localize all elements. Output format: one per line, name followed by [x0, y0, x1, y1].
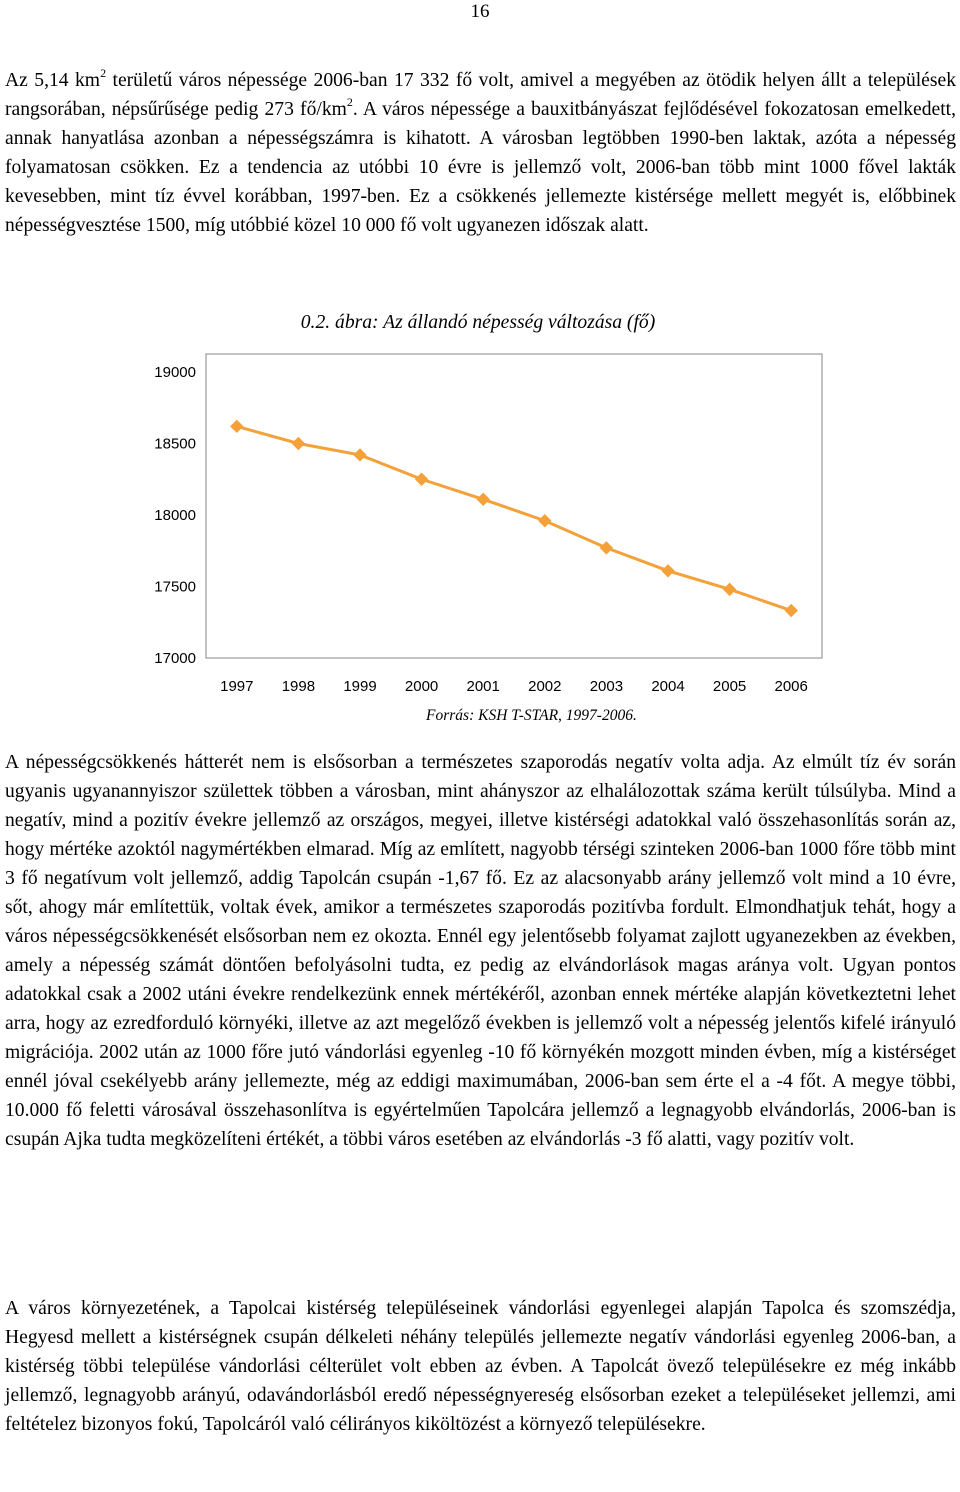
paragraph-natural-growth: A népességcsökkenés hátterét nem is elsősorban a természetes szaporodás negatív volta adja. Az elmúlt tíz év során ugyanis ugyanannyiszor születtek többen a városban, mint ahányszor az elhalálozottak száma került túlsúlyba. Mind a negatív, mind a pozitív évekre jellemző az országos, megyei, illetve kistérségi adatokkal való összehasonlítás során az, hogy mértéke azoktól nagymértékben elmarad. Míg az említett, nagyobb térségi szinteken 2006-ban 1000 főre több mint 3 fő negatívum volt jellemző, addig Tapolcán csupán -1,67 fő. Ez az alacsonyabb arány jellemző volt mind a 10 évre, sőt, ahogy már említettük, voltak évek, amikor a természetes szaporodás pozitívba fordult. Elmondhatjuk tehát, hogy a város népességcsökkenését elsősorban nem ez okozta. Ennél egy jelentősebb folyamat zajlott ugyanezekben az években, amely a népesség számát döntően befolyásolni tudta, ez pedig az elvándorlások magas aránya volt. Ugyan pontos adatokkal csak a 2002 utáni évekre rendelkezünk ennek mértékéről, azonban ennek mértéke alapján következtetni lehet arra, hogy az ezredforduló környéki, illetve az azt megelőző években is jellemző volt a népesség jelentős kifelé irányuló migrációja. 2002 után az 1000 főre jutó vándorlási egyenleg -10 fő környékén mozgott minden évben, míg a kistérséget ennél jóval csekélyebb arány jellemezte, még az eddigi maximumában, 2006-ban sem érte el a -4 főt. A megye többi, 10.000 fő feletti városával összehasonlítva is egyértelműen Tapolcára jellemző a legnagyobb elvándorlás, 2006-ban is csupán Ajka tudta megközelíteni értékét, a többi város esetében az elvándorlás -3 fő alatti, vagy pozitív volt.: [5, 752, 956, 1150]
x-tick-label: 2006: [774, 678, 808, 695]
data-point-marker: [724, 583, 736, 595]
x-tick-label: 2004: [651, 678, 685, 695]
data-point-marker: [662, 565, 674, 577]
plot-area-frame: [206, 354, 822, 658]
y-tick-label: 17500: [154, 578, 196, 596]
page-number: 16: [470, 1, 490, 22]
figure-source: Forrás: KSH T-STAR, 1997-2006.: [426, 707, 637, 724]
paragraph-intro-text-a: Az 5,14 km: [5, 70, 101, 91]
data-point-marker: [354, 449, 366, 461]
x-tick-label: 2002: [528, 678, 562, 695]
data-point-marker: [292, 438, 304, 450]
x-tick-label: 2003: [589, 678, 624, 695]
y-tick-label: 19000: [154, 364, 196, 381]
data-point-marker: [539, 515, 551, 527]
x-tick-label: 2001: [466, 678, 500, 695]
y-tick-label: 18000: [154, 507, 196, 524]
x-tick-label: 1997: [220, 678, 254, 695]
paragraph-intro: [5, 66, 956, 240]
data-point-marker: [600, 542, 612, 554]
superscript-a: 2: [100, 66, 107, 80]
x-tick-label: 2005: [712, 678, 747, 695]
paragraph-intro-text-b: területű város népessége 2006-ban 17 332 fő volt, amivel a megyében az ötödik helyen állt a települések rangsorában, népsűrűsége pedig 273 fő/km: [5, 70, 956, 120]
data-point-marker: [416, 473, 428, 485]
x-tick-label: 1998: [281, 678, 316, 695]
y-tick-label: 17000: [154, 650, 196, 667]
data-point-marker: [231, 420, 243, 432]
y-tick-label: 18500: [154, 435, 196, 453]
paragraph-migration: A város környezetének, a Tapolcai kistérség településeinek vándorlási egyenlegei alapján Tapolca és szomszédja, Hegyesd mellett a kistérségnek csupán délkeleti néhány település jellemezte negatív vándorlási egyenleg 2006-ban, a kistérség többi települése vándorlási célterület volt ebben az évben. A Tapolcát övező településekre ez még inkább jellemző, legnagyobb arányú, odavándorlásból eredő népességnyereség elsősorban ezeket a településeket jellemzi, ami feltételez bizonyos fokú, Tapolcáról való célirányos kiköltözést a környező településekre.: [5, 1298, 956, 1435]
superscript-b: 2: [346, 95, 353, 109]
series-line: [237, 426, 791, 610]
population-line-chart: [130, 340, 830, 705]
x-tick-label: 1999: [343, 678, 377, 695]
figure-caption: 0.2. ábra: Az állandó népesség változása (fő): [300, 312, 656, 333]
paragraph-intro-text-c: . A város népessége a bauxitbányászat fejlődésével fokozatosan emelkedett, annak hanyatlása azonban a népességszámra is kihatott. A városban legtöbben 1990-ben laktak, azóta a népesség folyamatosan csökken. Ez a tendencia az utóbbi 10 évre is jellemző volt, 2006-ban több mint 1000 fővel lakták kevesebben, mint tíz évvel korábban, 1997-ben. Ez a csökkenés jellemezte kistérsége mellett megyét is, előbbinek népességvesztése 1500, míg utóbbié közel 10 000 fő volt ugyanezen időszak alatt.: [5, 99, 956, 236]
x-tick-label: 2000: [404, 678, 439, 695]
chart-svg: [130, 340, 830, 705]
data-point-marker: [785, 605, 797, 617]
data-point-marker: [477, 493, 489, 505]
